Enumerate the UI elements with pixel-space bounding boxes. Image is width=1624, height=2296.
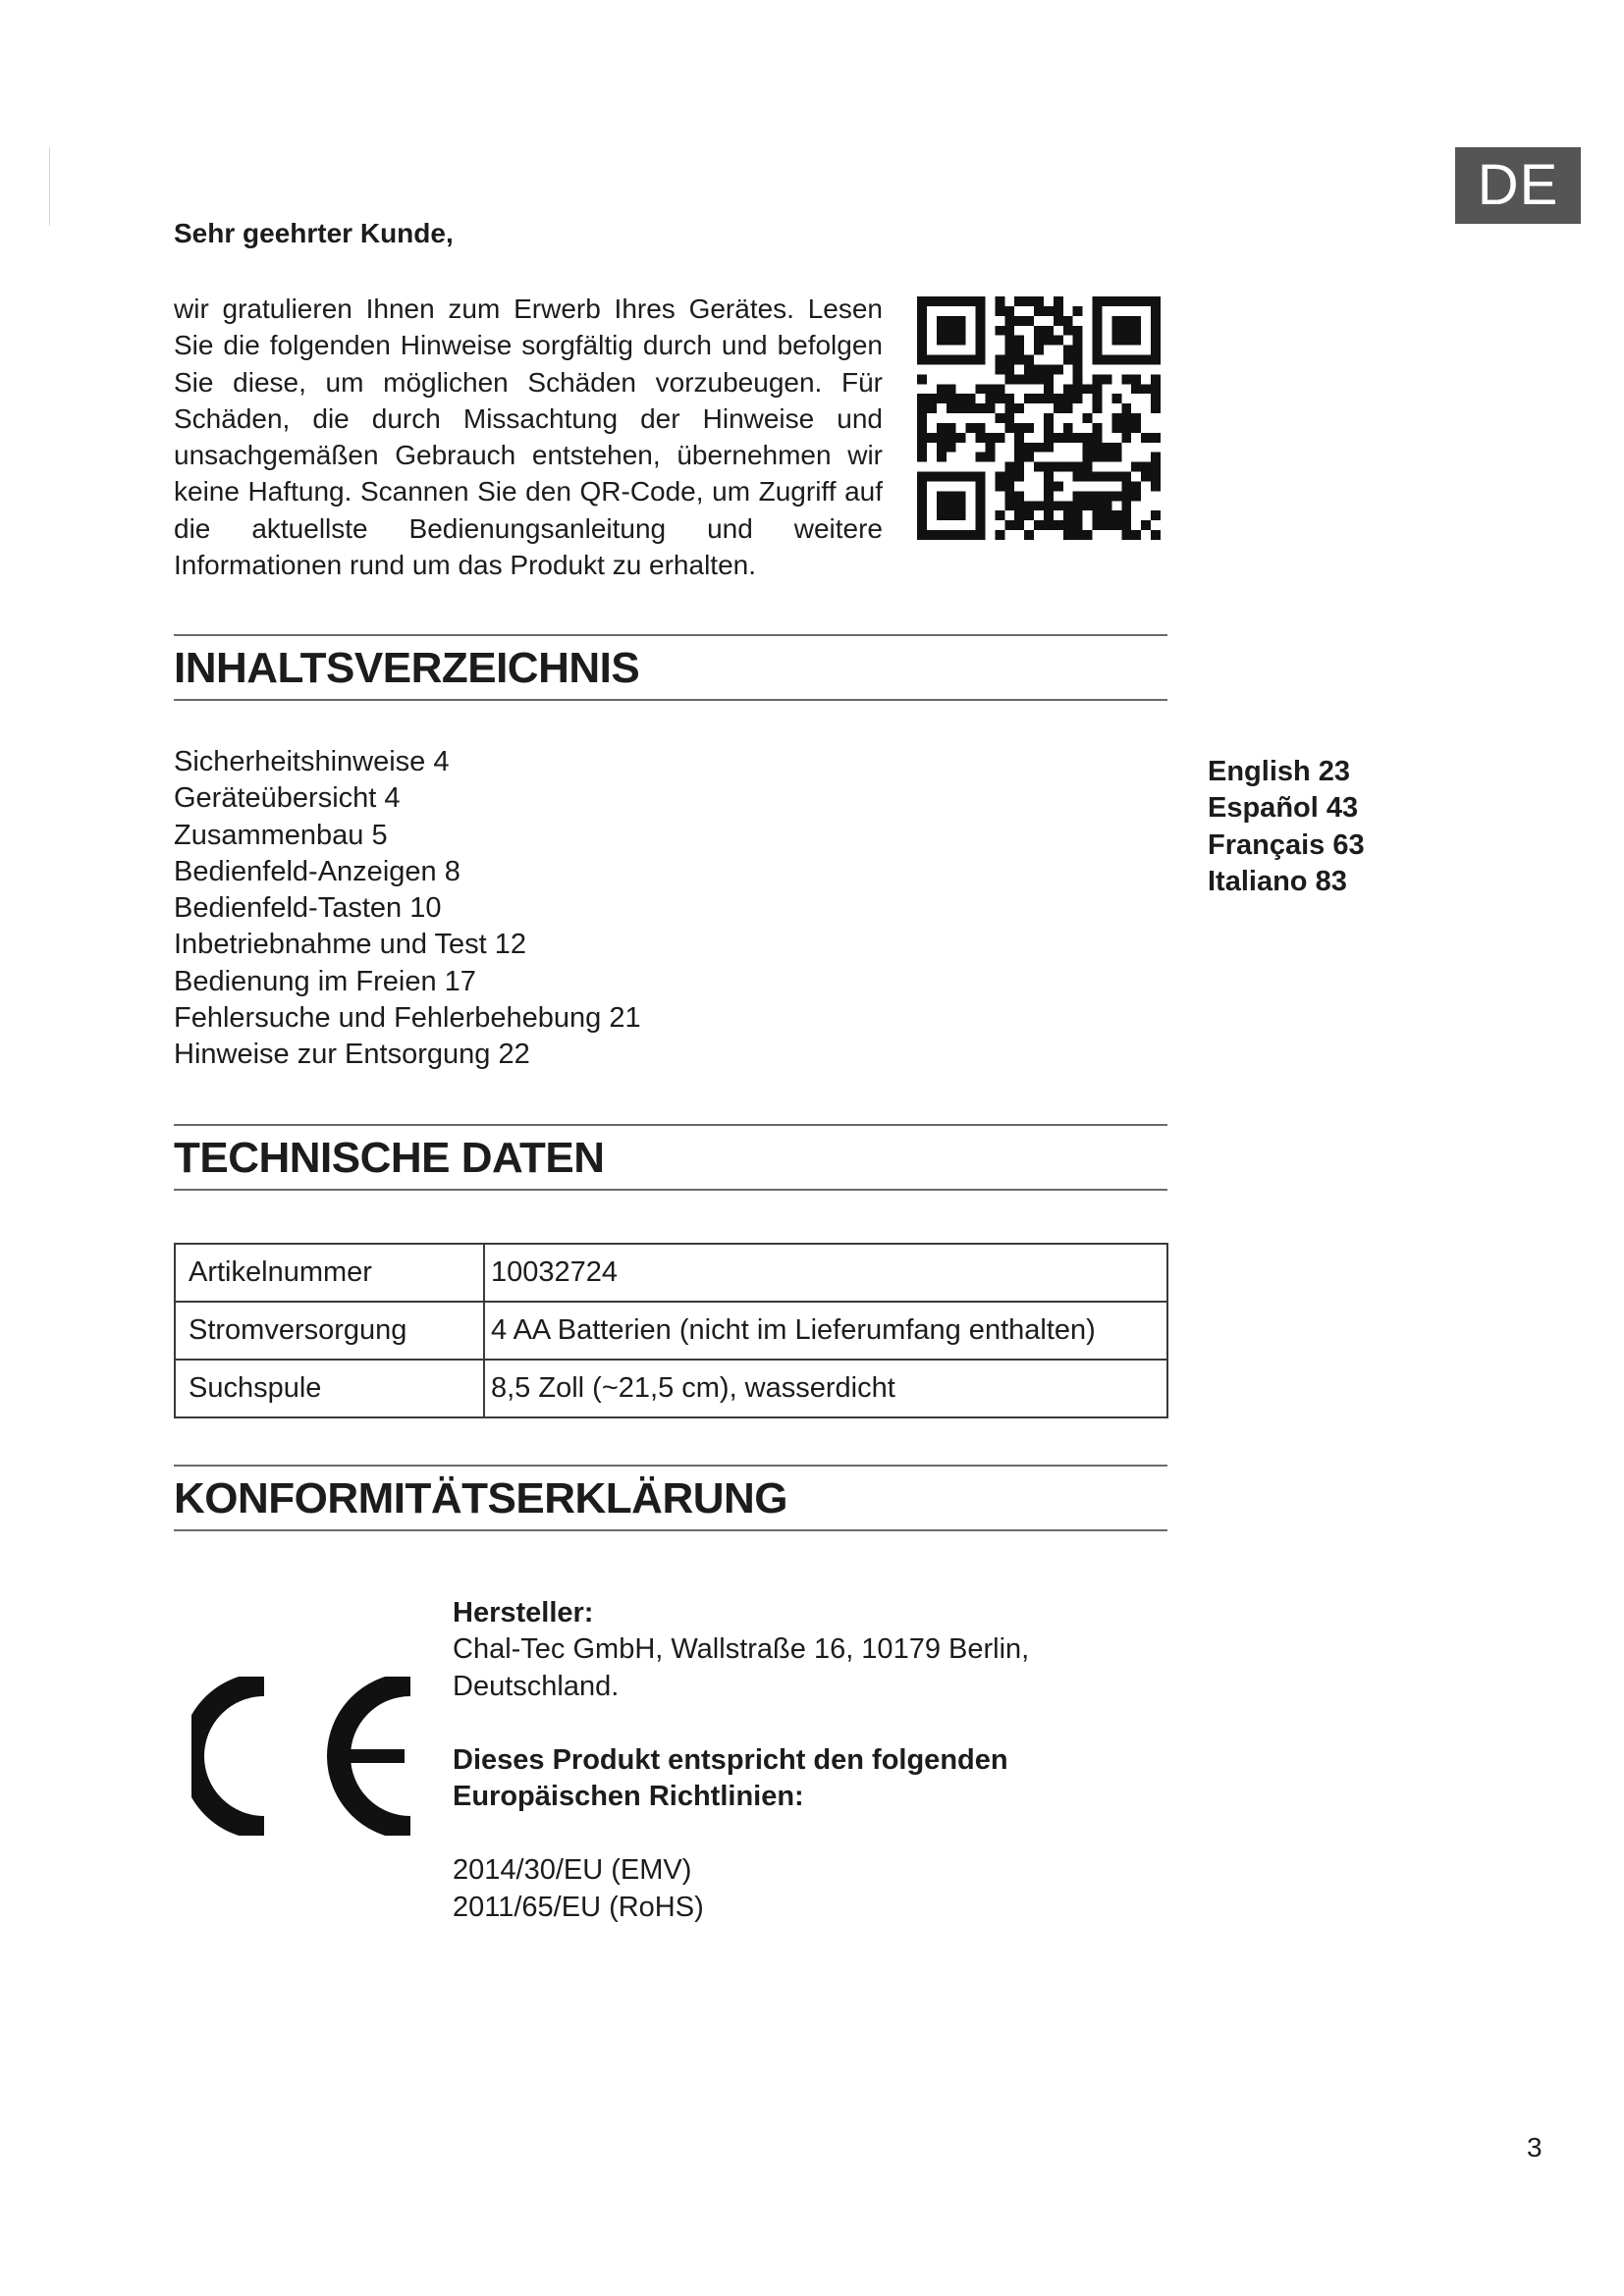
toc-item[interactable]: Zusammenbau 5 — [174, 819, 388, 851]
language-item-english[interactable]: English 23 — [1208, 756, 1351, 787]
toc-item[interactable]: Hinweise zur Entsorgung 22 — [174, 1039, 530, 1071]
intro-paragraph: wir gratulieren Ihnen zum Erwerb Ihres Gerätes. Lesen Sie die folgenden Hinweise sorgfältig durch und befolgen Sie diese, um möglichen Schäden vorzubeugen. Für Schäden, die durch Missachtung der Hinweise und unsachgemäßen Gebrauch entstehen, übernehmen wir keine Haftung. Scannen Sie den QR-Code, um Zugriff auf die aktuellste Bedienungsanleitung und weitere Informationen rund um das Produkt zu erhalten. — [174, 294, 883, 581]
conformity-heading — [174, 1465, 1167, 1531]
manufacturer-country: Deutschland. — [453, 1670, 620, 1702]
language-list — [1208, 754, 1365, 900]
language-item-spanish[interactable]: Español 43 — [1208, 792, 1359, 825]
directive-item: 2014/30/EU (EMV) — [453, 1854, 692, 1887]
directive-item: 2011/65/EU (RoHS) — [453, 1891, 704, 1923]
directive-statement: Dieses Produkt entspricht den folgenden — [453, 1743, 1008, 1776]
tech-label: Suchspule — [175, 1360, 484, 1417]
toc-item[interactable]: Fehlersuche und Fehlerbehebung 21 — [174, 1002, 641, 1035]
language-item-french[interactable]: Français 63 — [1208, 828, 1365, 861]
toc-item[interactable]: Inbetriebnahme und Test 12 — [174, 929, 527, 961]
toc-item[interactable]: Bedienung im Freien 17 — [174, 965, 476, 997]
tech-value: 10032724 — [484, 1244, 1167, 1302]
toc-item[interactable]: Bedienfeld-Tasten 10 — [174, 892, 442, 925]
language-item-italian[interactable]: Italiano 83 — [1208, 865, 1347, 897]
table-row — [175, 1244, 1167, 1302]
tech-value: 4 AA Batterien (nicht im Lieferumfang enthalten) — [484, 1302, 1167, 1360]
toc-item[interactable]: Bedienfeld-Anzeigen 8 — [174, 855, 460, 887]
margin-rule — [49, 147, 50, 226]
tech-label: Stromversorgung — [175, 1302, 484, 1360]
tech-heading — [174, 1124, 1167, 1191]
ce-mark-icon — [191, 1677, 419, 1836]
manufacturer-address: Chal-Tec GmbH, Wallstraße 16, 10179 Berlin, — [453, 1633, 1030, 1666]
tech-heading-text: TECHNISCHE DATEN — [174, 1134, 605, 1182]
table-row — [175, 1302, 1167, 1360]
page-number: 3 — [1527, 2132, 1543, 2163]
tech-table — [174, 1243, 1168, 1418]
greeting: Sehr geehrter Kunde, — [174, 218, 454, 248]
toc-item[interactable]: Sicherheitshinweise 4 — [174, 746, 450, 777]
tech-value: 8,5 Zoll (~21,5 cm), wasserdicht — [484, 1360, 1167, 1417]
table-row — [175, 1360, 1167, 1417]
toc-heading-text: INHALTSVERZEICHNIS — [174, 644, 640, 692]
qr-code-icon — [917, 296, 1161, 540]
conformity-block — [453, 1595, 1029, 1926]
toc-item[interactable]: Geräteübersicht 4 — [174, 782, 401, 815]
conformity-heading-text: KONFORMITÄTSERKLÄRUNG — [174, 1474, 788, 1522]
directive-statement-cont: Europäischen Richtlinien: — [453, 1781, 804, 1813]
toc-list — [174, 744, 641, 1074]
language-badge: DE — [1455, 147, 1581, 224]
toc-heading — [174, 634, 1167, 701]
tech-label: Artikelnummer — [175, 1244, 484, 1302]
manufacturer-label: Hersteller: — [453, 1597, 594, 1629]
